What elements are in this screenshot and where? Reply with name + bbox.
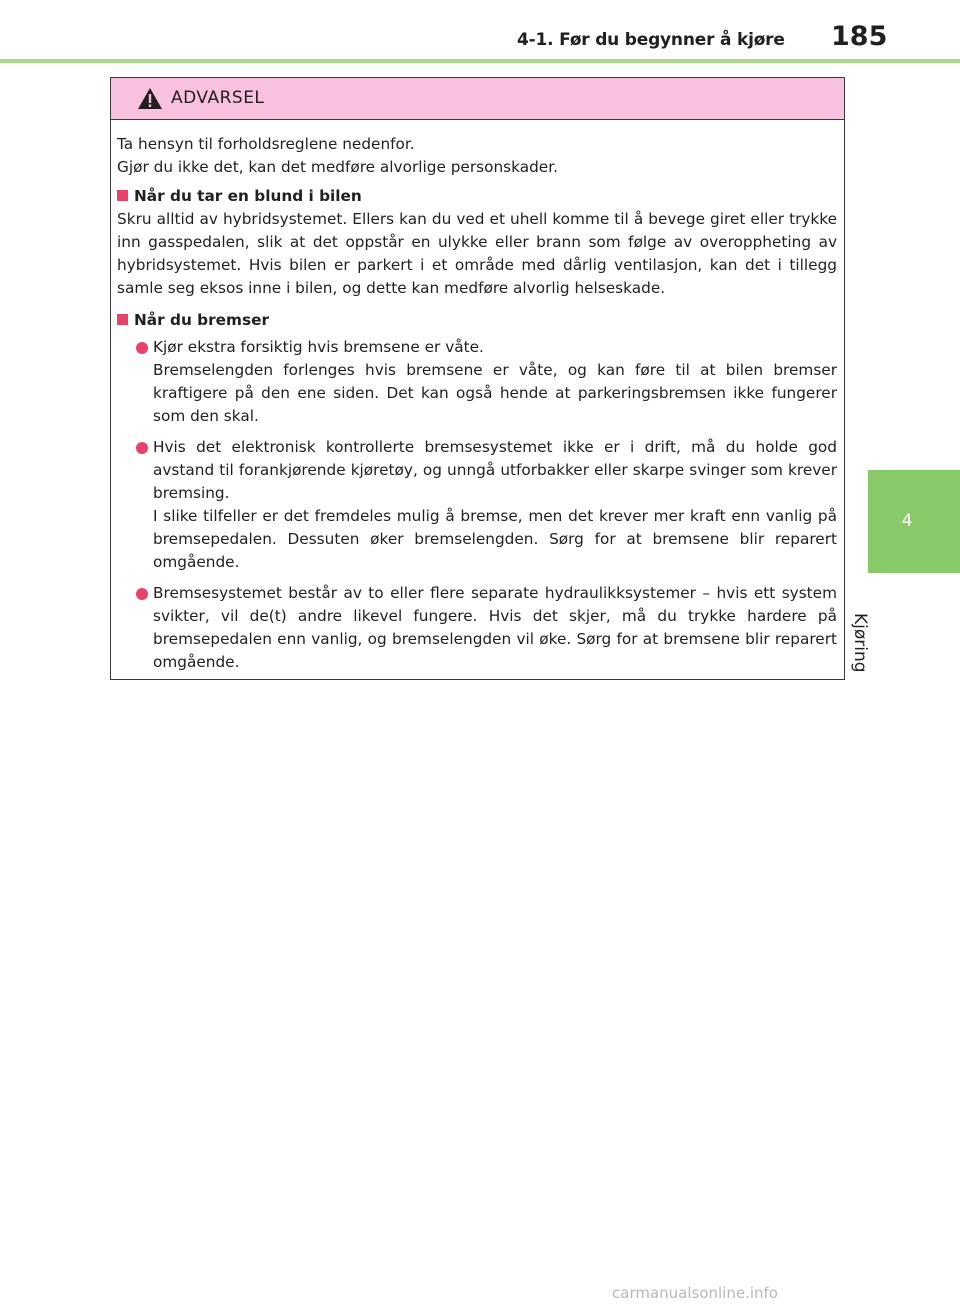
square-bullet-icon bbox=[117, 190, 128, 201]
section-title: 4-1. Før du begynner å kjøre bbox=[517, 30, 785, 50]
warning-icon bbox=[137, 87, 163, 110]
section-heading-text: Når du bremser bbox=[134, 311, 269, 329]
list-item bbox=[136, 436, 837, 574]
bullet-text: Bremsesystemet består av to eller flere separate hydraulikksystemer – hvis ett system svikter, vil de(t) andre likevel fungere. Hvis det skjer, må du trykke hardere på bremsepedalen enn vanlig, og bremselengden vil øke. Sørg for at bremsene blir reparert omgående. bbox=[153, 584, 837, 671]
warning-box bbox=[110, 77, 845, 680]
bullet-text: Bremselengden forlenges hvis bremsene er våte, og kan føre til at bilen bremser kraftigere på den ene siden. Det kan også hende at parkeringsbremsen ikke fungerer som den skal. bbox=[153, 361, 837, 425]
page-header bbox=[0, 0, 960, 62]
bullet-list bbox=[136, 336, 837, 674]
intro-line: Gjør du ikke det, kan det medføre alvorlige personskader. bbox=[117, 158, 558, 176]
chapter-tab bbox=[868, 470, 960, 573]
chapter-number: 4 bbox=[901, 511, 913, 531]
circle-bullet-icon bbox=[136, 342, 148, 354]
chapter-label: Kjøring bbox=[850, 613, 870, 673]
section-heading-text: Når du tar en blund i bilen bbox=[134, 187, 362, 205]
square-bullet-icon bbox=[117, 314, 128, 325]
bullet-text: Kjør ekstra forsiktig hvis bremsene er våte. bbox=[153, 338, 484, 356]
page-number: 185 bbox=[831, 21, 888, 52]
section-heading bbox=[117, 309, 837, 332]
list-item bbox=[136, 582, 837, 674]
warning-header bbox=[111, 78, 844, 120]
section-paragraph: Skru alltid av hybridsystemet. Ellers kan du ved et uhell komme til å bevege giret eller trykke inn gasspedalen, slik at det oppstår en ulykke eller brann som følge av overoppheting av hybridsystemet. Hvis bilen er parkert i et område med dårlig ventilasjon, kan det i tillegg samle seg eksos inne i bilen, og dette kan medføre alvorlig helseskade. bbox=[117, 210, 837, 297]
circle-bullet-icon bbox=[136, 442, 148, 454]
chapter-label-wrap bbox=[850, 585, 946, 673]
warning-title: ADVARSEL bbox=[171, 88, 265, 108]
section-heading bbox=[117, 185, 837, 208]
list-item bbox=[136, 336, 837, 428]
circle-bullet-icon bbox=[136, 588, 148, 600]
warning-body bbox=[117, 133, 837, 674]
intro-line: Ta hensyn til forholdsreglene nedenfor. bbox=[117, 135, 415, 153]
watermark: carmanualsonline.info bbox=[612, 1284, 778, 1302]
bullet-text: I slike tilfeller er det fremdeles mulig å bremse, men det krever mer kraft enn vanlig på bremsepedalen. Dessuten øker bremselengden. Sørg for at bremsene blir reparert omgående. bbox=[153, 507, 837, 571]
header-rule bbox=[0, 59, 960, 63]
bullet-text: Hvis det elektronisk kontrollerte bremsesystemet ikke er i drift, må du holde god avstand til forankjørende kjøretøy, og unngå utforbakker eller skarpe svinger som krever bremsing. bbox=[153, 438, 837, 502]
